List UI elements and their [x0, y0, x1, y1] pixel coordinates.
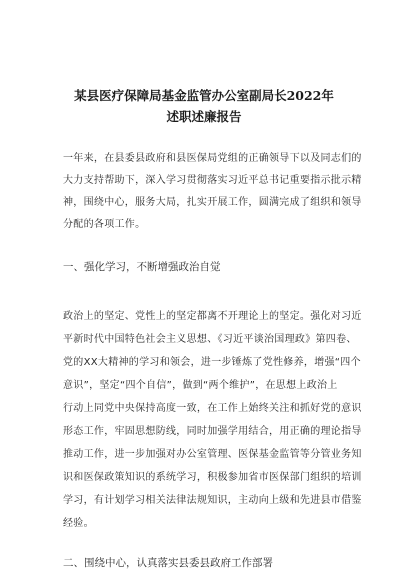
- section-1-line-6: 形态工作，牢固思想防线，同时加强学用结合，用正确的理论指导: [63, 426, 362, 437]
- section-1-line-4: 意识”，坚定“四个自信”，做到“两个维护”，在思想上政治上: [63, 380, 338, 391]
- intro-line-3: 神，围绕中心，服务大局，扎实开展工作，圆满完成了组织和领导: [63, 197, 362, 208]
- section-1-line-5: 行动上同党中央保持高度一致，在工作上始终关注和抓好党的意识: [63, 403, 362, 414]
- section-1-line-7: 推动工作，进一步加强对办公室管理、医保基金监管等分管业务知: [63, 449, 362, 460]
- section-1-line-9: 学习，有计划学习相关法律法规知识，主动向上级和先进县市借鉴: [63, 495, 362, 506]
- section-2-heading: 二、围绕中心，认真落实县委县政府工作部署: [63, 557, 273, 569]
- section-1-line-2: 平新时代中国特色社会主义思想、《习近平谈治国理政》第四卷、: [63, 334, 357, 345]
- intro-line-4: 分配的各项工作。: [63, 219, 146, 230]
- section-1-line-10: 经验。: [63, 518, 94, 529]
- section-1-line-8: 识和医保政策知识的系统学习，积极参加省市医保部门组织的培训: [63, 472, 362, 483]
- intro-line-2: 大力支持帮助下，深入学习贯彻落实习近平总书记重要指示批示精: [63, 175, 362, 186]
- intro-line-1: 一年来，在县委县政府和县医保局党组的正确领导下以及同志们的: [63, 153, 362, 164]
- document-title-line-1: 某县医疗保障局基金监管办公室副局长2022年: [74, 88, 334, 103]
- section-1-line-3: 党的XX大精神的学习和领会，进一步锤炼了党性修养，增强“四个: [63, 357, 361, 368]
- document-title-line-2: 述职述廉报告: [166, 109, 242, 124]
- section-1-heading: 一、强化学习，不断增强政治自觉: [63, 261, 221, 273]
- section-1-line-1: 政治上的坚定、党性上的坚定都离不开理论上的坚定。强化对习近: [63, 311, 362, 322]
